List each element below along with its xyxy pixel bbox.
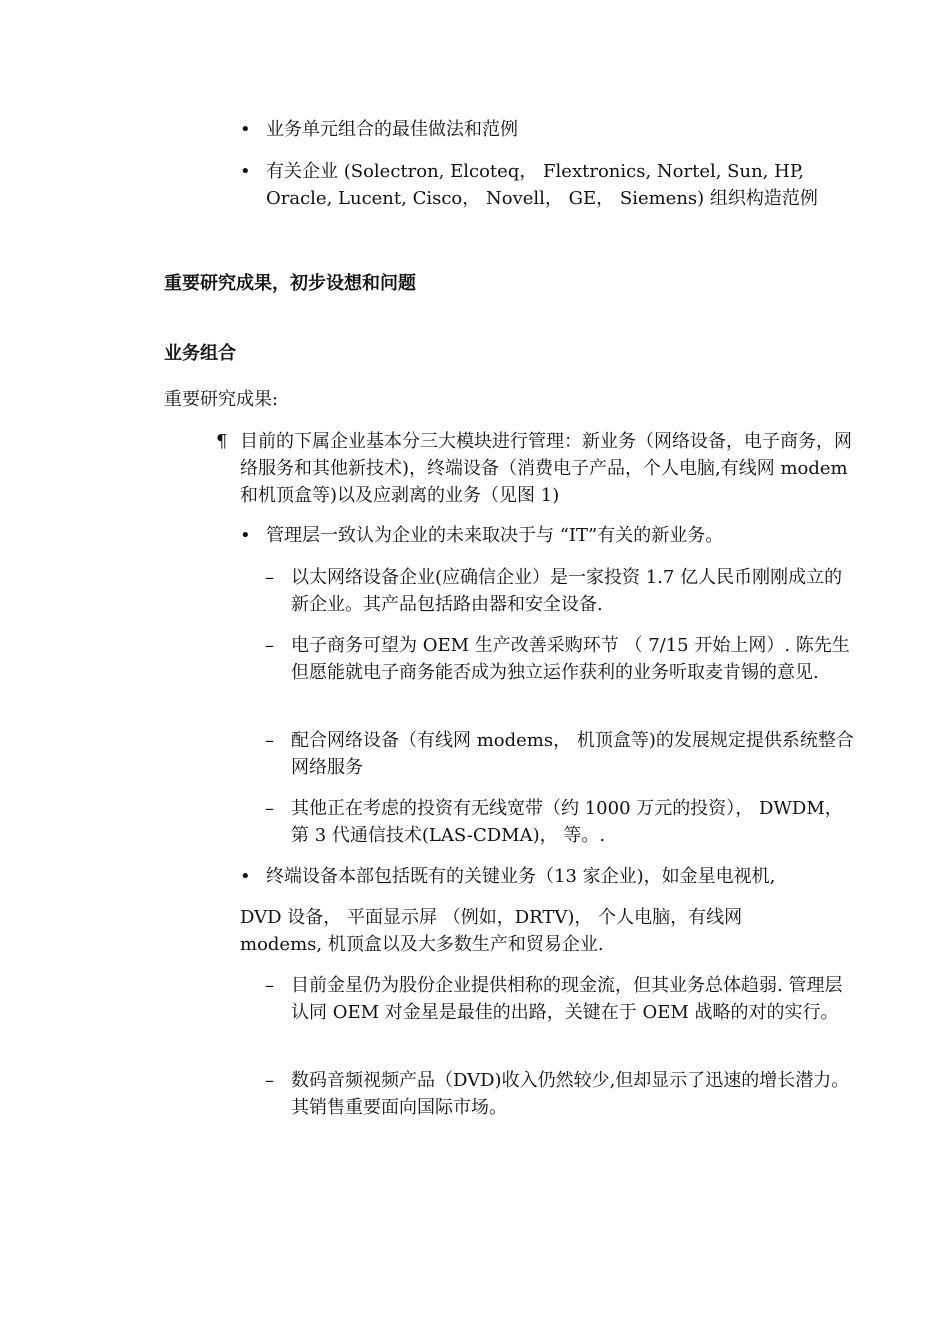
dash-item	[265, 972, 857, 1026]
section-heading: 重要研究成果，初步设想和问题	[164, 273, 416, 294]
dash-text: 配合网络设备（有线网 modems， 机顶盒等)的发展规定提供系统整合网络服务	[291, 730, 854, 778]
pilcrow-marker: ¶	[216, 431, 228, 452]
dash-marker: –	[265, 798, 274, 819]
bullet-marker: •	[240, 161, 251, 182]
dash-marker: –	[265, 567, 274, 588]
dash-text: 数码音频视频产品（DVD)收入仍然较少,但却显示了迅速的增长潜力。其销售重要面向国际市场。	[291, 1070, 850, 1118]
dash-text: 目前金星仍为股份企业提供相称的现金流，但其业务总体趋弱. 管理层认同 OEM 对金星是最佳的出路，关键在于 OEM 战略的对的实行。	[291, 975, 843, 1023]
dash-item	[265, 564, 857, 618]
bullet-marker: •	[240, 525, 251, 546]
dash-item	[265, 727, 857, 781]
bullet-item	[240, 522, 866, 549]
dash-item	[265, 632, 857, 686]
dash-marker: –	[265, 975, 274, 996]
dash-item	[265, 795, 857, 849]
dash-text: 其他正在考虑的投资有无线宽带（约 1000 万元的投资）， DWDM，第 3 代通信技术(LAS-CDMA)， 等。.	[291, 798, 843, 846]
dash-text: 以太网络设备企业(应确信企业）是一家投资 1.7 亿人民币刚刚成立的新企业。其产品包括路由器和安全设备.	[291, 567, 843, 615]
dash-text: 电子商务可望为 OEM 生产改善采购环节 （ 7/15 开始上网）. 陈先生但愿能就电子商务能否成为独立运作获利的业务听取麦肯锡的意见.	[291, 635, 850, 683]
bullet-item	[240, 158, 858, 212]
dash-marker: –	[265, 730, 274, 751]
bullet-continuation: DVD 设备， 平面显示屏 （例如，DRTV)， 个人电脑，有线网 modems, 机顶盒以及大多数生产和贸易企业.	[240, 907, 743, 955]
bullet-text: 终端设备本部包括既有的关键业务（13 家企业)，如金星电视机,	[266, 866, 776, 887]
bullet-marker: •	[240, 119, 251, 140]
paragraph-text: 目前的下属企业基本分三大模块进行管理：新业务（网络设备，电子商务，网络服务和其他新技术)，终端设备（消费电子产品，个人电脑,有线网 modem 和机顶盒等)以及应剥离的业务（见图 1)	[240, 431, 852, 506]
paragraph	[216, 428, 854, 509]
bullet-text: 业务单元组合的最佳做法和范例	[266, 119, 518, 140]
bullet-text: 管理层一致认为企业的未来取决于与 “IT”有关的新业务。	[266, 525, 724, 546]
bullet-text: 有关企业 (Solectron, Elcoteq， Flextronics, Nortel, Sun, HP, Oracle, Lucent, Cisco， Novell， GE， Siemens) 组织构造范例	[266, 161, 818, 209]
dash-marker: –	[265, 1070, 274, 1091]
subsection-heading: 业务组合	[164, 343, 236, 364]
bullet-item	[240, 116, 866, 143]
dash-item	[265, 1067, 857, 1121]
bullet-item	[240, 863, 866, 890]
bullet-marker: •	[240, 866, 251, 887]
dash-marker: –	[265, 635, 274, 656]
lead-text: 重要研究成果:	[164, 389, 279, 410]
